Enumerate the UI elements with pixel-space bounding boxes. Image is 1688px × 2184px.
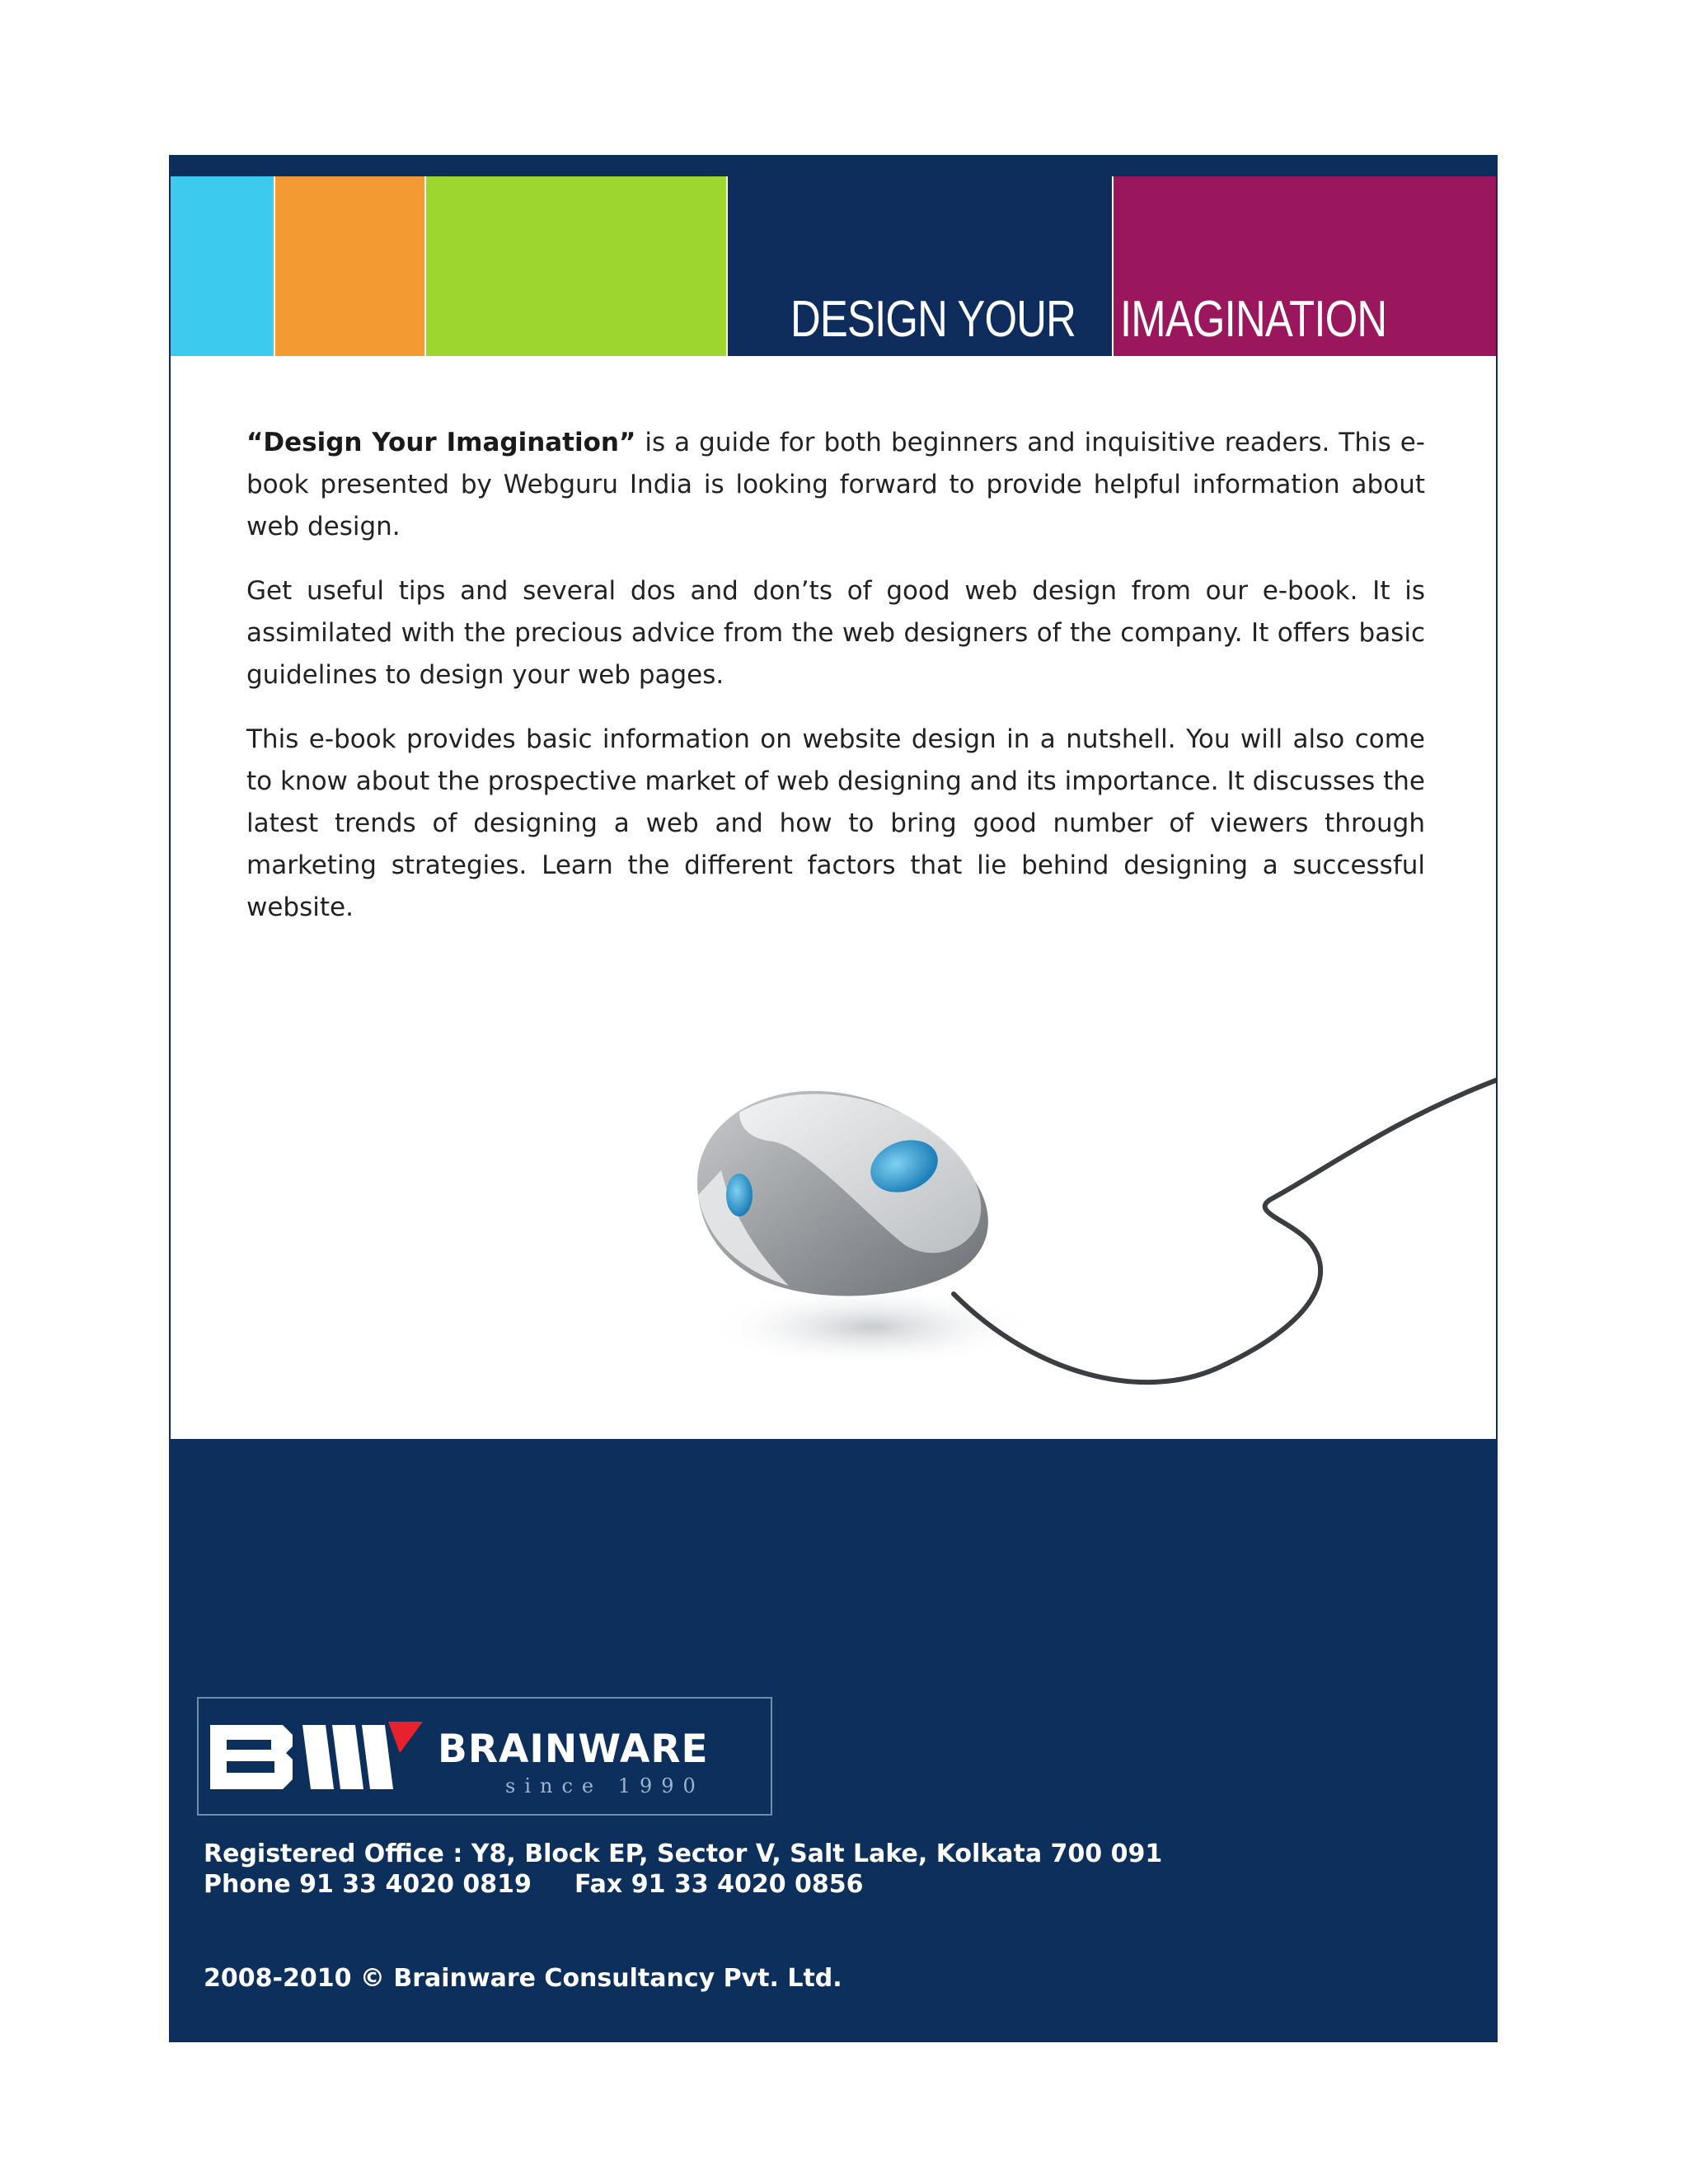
green-block xyxy=(426,176,726,356)
banner-title-part2: IMAGINATION xyxy=(1120,291,1387,348)
brainware-bw-logo xyxy=(210,1707,433,1806)
intro-paragraph-3: This e-book provides basic information on website design in a nutshell. You will also come to know about the prospective market of web designing and its importance. It discusses the latest trends of designing a web and how to bring good number of viewers through marketing strategies. Learn the different factors that lie behind designing a successful website. xyxy=(246,724,1425,922)
copyright-notice: 2008-2010 © Brainware Consultancy Pvt. Ltd. xyxy=(204,1964,842,1993)
intro-paragraph-1 xyxy=(246,422,1425,548)
orange-block xyxy=(275,176,424,356)
footer-panel xyxy=(171,1439,1496,2042)
intro-text xyxy=(246,422,1425,951)
phone-number: Phone 91 33 4020 0819 xyxy=(204,1870,532,1899)
registered-office-address: Registered Office : Y8, Block EP, Sector V, Salt Lake, Kolkata 700 091 xyxy=(204,1840,1163,1868)
brainware-wordmark: BRAINWARE xyxy=(438,1727,709,1772)
fax-number: Fax 91 33 4020 0856 xyxy=(574,1870,864,1899)
contact-line xyxy=(204,1869,864,1900)
top-rule xyxy=(171,157,1496,176)
since-tagline: since 1990 xyxy=(505,1774,705,1797)
intro-paragraph-2: Get useful tips and several dos and don’ts of good web design from our e-book. It is assimilated with the precious advice from the web designers of the company. It offers basic guidelines to design your web pages. xyxy=(246,576,1425,690)
color-banner xyxy=(171,176,1496,356)
intro-paragraph-1-text: is a guide for both beginners and inquisitive readers. This e-book presented by Webguru India is looking forward to provide helpful information about web design. xyxy=(246,428,1425,541)
brainware-logo-box xyxy=(197,1697,772,1816)
banner-title-part1: DESIGN YOUR xyxy=(790,291,1076,348)
cyan-block xyxy=(171,176,274,356)
ebook-back-cover xyxy=(169,155,1498,2042)
book-title-quote: “Design Your Imagination” xyxy=(246,428,636,457)
